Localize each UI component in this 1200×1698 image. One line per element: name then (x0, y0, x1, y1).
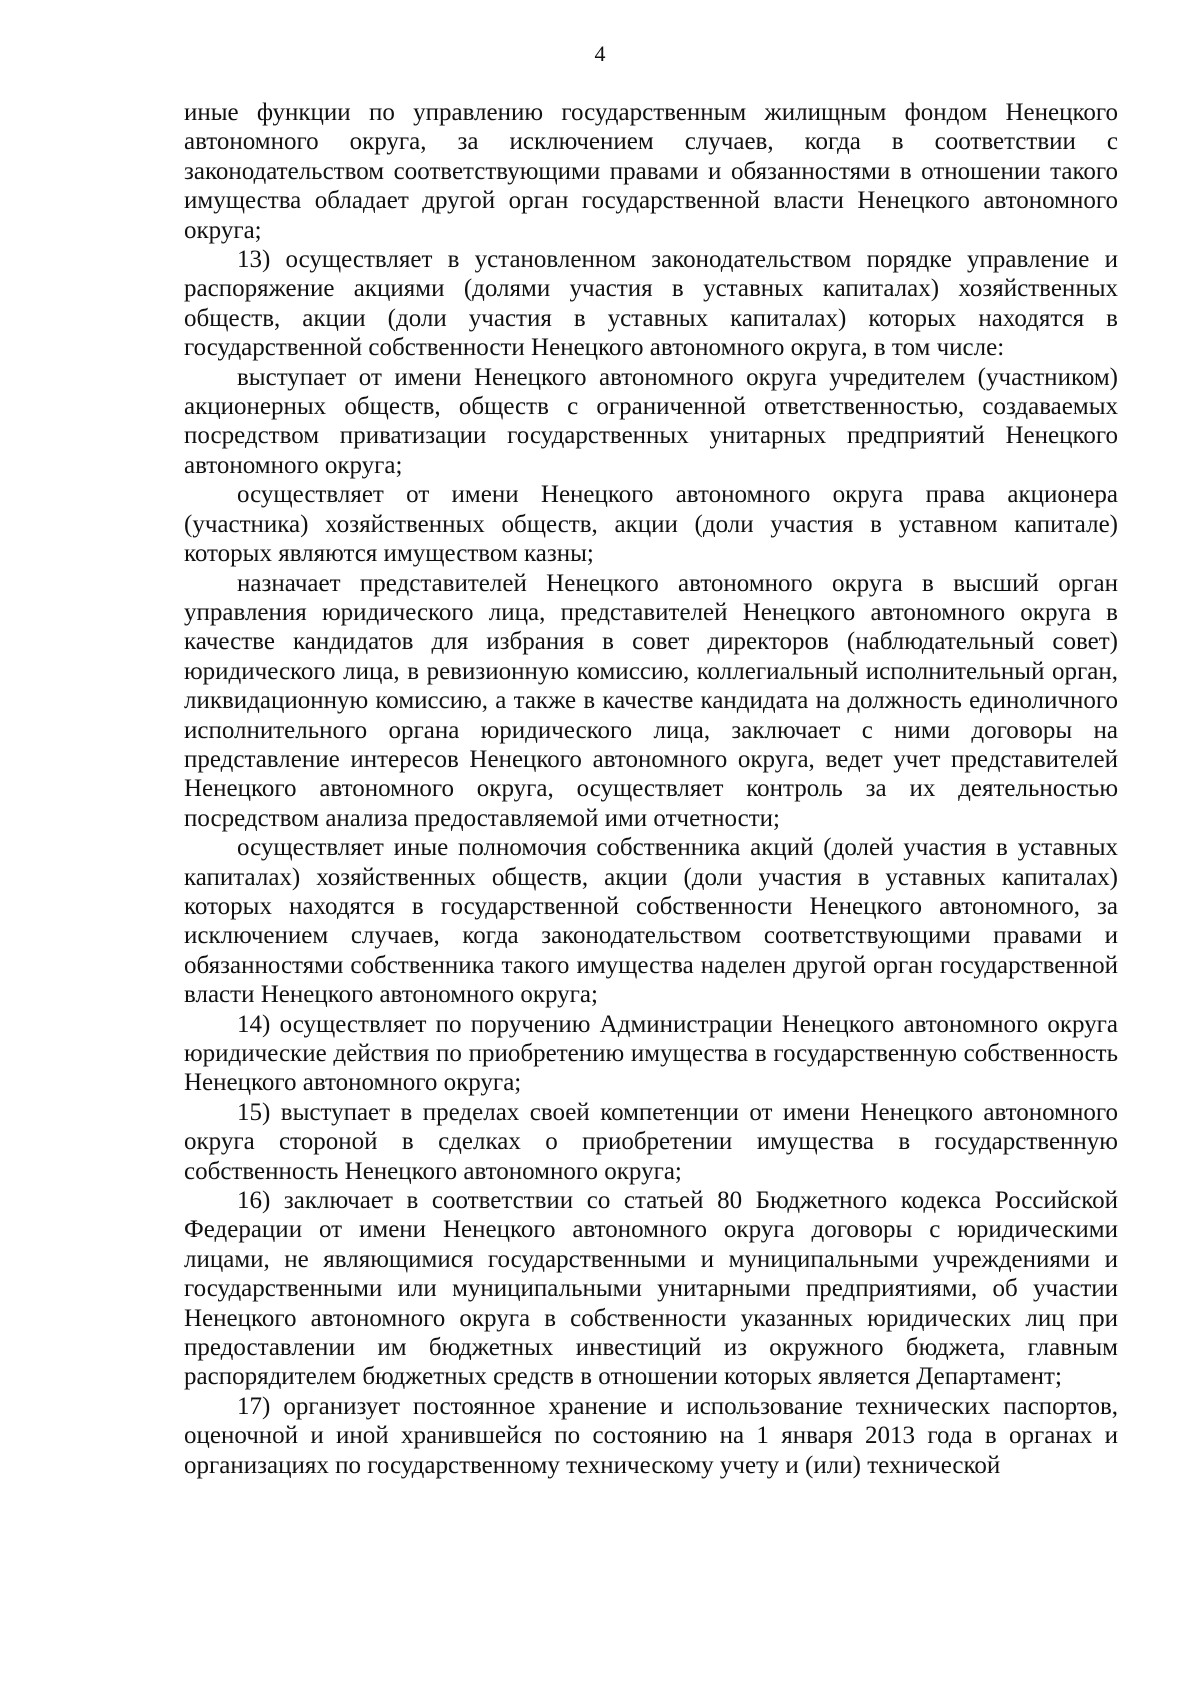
page-number: 4 (594, 41, 606, 66)
paragraph-housing-fund-continuation: иные функции по управлению государственным жилищным фондом Ненецкого автономного округа, за исключением случаев, когда в соответствии с законодательством соответствующими правами и обязанностями в отношении такого имущества обладает другой орган государственной власти Ненецкого автономного округа; (184, 99, 1118, 244)
paragraph-item-15: 15) выступает в пределах своей компетенции от имени Ненецкого автономного округа стороной в сделках о приобретении имущества в государственную собственность Ненецкого автономного округа; (184, 1098, 1118, 1185)
paragraph-item-17: 17) организует постоянное хранение и использование технических паспортов, оценочной и иной хранившейся по состоянию на 1 января 2013 года в органах и организациях по государственному техническому учету и (или) технической (184, 1392, 1118, 1479)
paragraph-shareholder-rights: осуществляет от имени Ненецкого автономного округа права акционера (участника) хозяйственных обществ, акции (доли участия в уставном капитале) которых являются имуществом казны; (184, 481, 1118, 568)
paragraph-founder: выступает от имени Ненецкого автономного округа учредителем (участником) акционерных обществ, обществ с ограниченной ответственностью, создаваемых посредством приватизации государственных унитарных предприятий Ненецкого автономного округа; (184, 363, 1118, 479)
paragraph-item-16: 16) заключает в соответствии со статьей 80 Бюджетного кодекса Российской Федерации от имени Ненецкого автономного округа договоры с юридическими лицами, не являющимися государственными и муниципальными учреждениями и государственными или муниципальными унитарными предприятиями, об участии Ненецкого автономного округа в собственности указанных юридических лиц при предоставлении им бюджетных инвестиций из окружного бюджета, главным распорядителем бюджетных средств в отношении которых является Департамент; (184, 1187, 1118, 1391)
paragraph-item-13: 13) осуществляет в установленном законодательством порядке управление и распоряжение акциями (долями участия в уставных капиталах) хозяйственных обществ, акции (доли участия в уставных капиталах) которых находятся в государственной собственности Ненецкого автономного округа, в том числе: (184, 246, 1118, 362)
document-body (184, 98, 1118, 1480)
paragraph-appoints-representatives: назначает представителей Ненецкого автономного округа в высший орган управления юридического лица, представителей Ненецкого автономного округа в качестве кандидатов для избрания в совет директоров (наблюдательный совет) юридического лица, в ревизионную комиссию, коллегиальный исполнительный орган, ликвидационную комиссию, а также в качестве кандидата на должность единоличного исполнительного органа юридического лица, заключает с ними договоры на представление интересов Ненецкого автономного округа, ведет учет представителей Ненецкого автономного округа, осуществляет контроль за их деятельностью посредством анализа предоставляемой ими отчетности; (184, 569, 1118, 832)
paragraph-item-14: 14) осуществляет по поручению Администрации Ненецкого автономного округа юридические действия по приобретению имущества в государственную собственность Ненецкого автономного округа; (184, 1010, 1118, 1097)
paragraph-other-owner-powers: осуществляет иные полномочия собственника акций (долей участия в уставных капиталах) хозяйственных обществ, акции (доли участия в уставных капиталах) которых находятся в государственной собственности Ненецкого автономного, за исключением случаев, когда законодательством соответствующими правами и обязанностями собственника такого имущества наделен другой орган государственной власти Ненецкого автономного округа; (184, 834, 1118, 1009)
